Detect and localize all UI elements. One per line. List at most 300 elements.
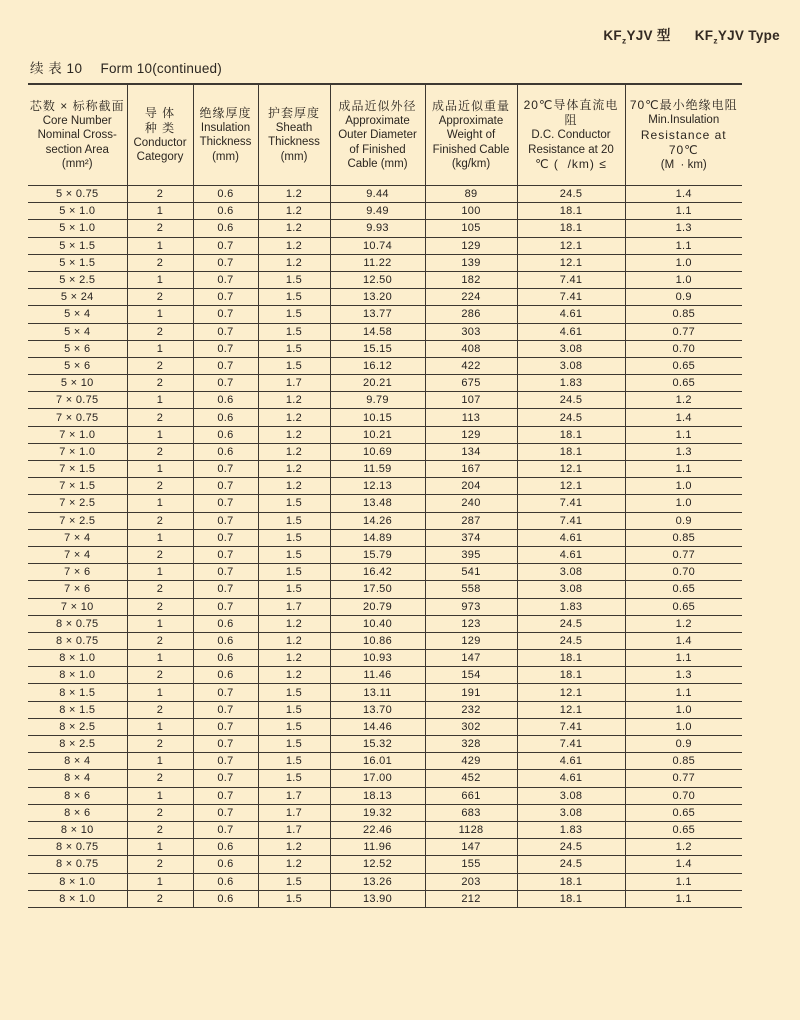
table-cell: 0.85: [625, 529, 742, 546]
column-header-line: Sheath: [275, 121, 313, 134]
column-header-line: Nominal Cross-: [37, 129, 117, 141]
table-cell: 0.6: [193, 203, 258, 220]
table-cell: 13.70: [330, 701, 425, 718]
table-cell: 8 × 1.0: [28, 890, 127, 907]
table-cell: 147: [425, 650, 517, 667]
table-cell: 8 × 0.75: [28, 632, 127, 649]
table-cell: 1.2: [258, 632, 330, 649]
table-row: [28, 289, 742, 306]
table-cell: 10.40: [330, 615, 425, 632]
table-cell: 1.3: [625, 667, 742, 684]
table-cell: 9.79: [330, 392, 425, 409]
table-cell: 8 × 1.0: [28, 873, 127, 890]
table-row: [28, 375, 742, 392]
table-cell: 429: [425, 753, 517, 770]
table-cell: 11.22: [330, 254, 425, 271]
table-cell: 0.7: [193, 529, 258, 546]
table-cell: 0.7: [193, 254, 258, 271]
table-cell: 1.1: [625, 426, 742, 443]
table-cell: 7 × 1.0: [28, 426, 127, 443]
table-cell: 0.7: [193, 306, 258, 323]
table-cell: 13.20: [330, 289, 425, 306]
table-cell: 5 × 4: [28, 323, 127, 340]
table-cell: 5 × 6: [28, 340, 127, 357]
table-cell: 1: [127, 787, 193, 804]
table-cell: 0.7: [193, 495, 258, 512]
table-cell: 0.7: [193, 478, 258, 495]
table-cell: 1.7: [258, 787, 330, 804]
column-header-sheath: [258, 84, 330, 186]
table-cell: 182: [425, 271, 517, 288]
table-cell: 204: [425, 478, 517, 495]
table-cell: 0.6: [193, 839, 258, 856]
table-cell: 7.41: [517, 495, 625, 512]
table-cell: 1: [127, 615, 193, 632]
column-header-line: Insulation: [200, 121, 251, 134]
table-cell: 11.59: [330, 461, 425, 478]
table-cell: 232: [425, 701, 517, 718]
table-cell: 7.41: [517, 718, 625, 735]
table-cell: 0.6: [193, 890, 258, 907]
table-cell: 973: [425, 598, 517, 615]
table-cell: 0.6: [193, 220, 258, 237]
column-header-weight: [425, 84, 517, 186]
table-cell: 0.6: [193, 426, 258, 443]
table-cell: 5 × 0.75: [28, 186, 127, 203]
table-cell: 1.1: [625, 890, 742, 907]
table-cell: 22.46: [330, 821, 425, 838]
table-cell: 2: [127, 632, 193, 649]
table-cell: 20.21: [330, 375, 425, 392]
table-cell: 374: [425, 529, 517, 546]
table-cell: 18.1: [517, 890, 625, 907]
table-cell: 10.21: [330, 426, 425, 443]
table-cell: 2: [127, 736, 193, 753]
table-cell: 3.08: [517, 357, 625, 374]
table-cell: 0.7: [193, 718, 258, 735]
table-cell: 212: [425, 890, 517, 907]
table-cell: 2: [127, 821, 193, 838]
table-cell: 9.49: [330, 203, 425, 220]
table-cell: 0.6: [193, 667, 258, 684]
table-cell: 12.50: [330, 271, 425, 288]
table-cell: 0.7: [193, 340, 258, 357]
column-header-line: 成品近似外径: [338, 98, 417, 113]
column-header-line: D.C. Conductor: [531, 129, 611, 141]
table-row: [28, 598, 742, 615]
table-cell: 1.2: [258, 254, 330, 271]
cable-spec-table: [28, 83, 742, 908]
table-cell: 2: [127, 512, 193, 529]
table-cell: 16.42: [330, 564, 425, 581]
column-header-outer-diameter: [330, 84, 425, 186]
column-header-line: (mm): [280, 150, 308, 163]
table-cell: 1: [127, 426, 193, 443]
table-cell: 1.5: [258, 581, 330, 598]
table-cell: 14.89: [330, 529, 425, 546]
table-cell: 15.32: [330, 736, 425, 753]
column-header-line: Min.Insulation: [648, 114, 720, 126]
table-cell: 4.61: [517, 546, 625, 563]
table-cell: 1.5: [258, 701, 330, 718]
table-cell: 0.7: [193, 357, 258, 374]
table-cell: 0.7: [193, 564, 258, 581]
table-cell: 7 × 0.75: [28, 392, 127, 409]
table-cell: 0.7: [193, 323, 258, 340]
table-cell: 1.5: [258, 306, 330, 323]
table-cell: 0.6: [193, 186, 258, 203]
table-cell: 2: [127, 323, 193, 340]
table-cell: 287: [425, 512, 517, 529]
table-cell: 1.3: [625, 220, 742, 237]
column-header-line: Resistance at 20: [528, 143, 614, 156]
table-row: [28, 409, 742, 426]
table-cell: 1.5: [258, 564, 330, 581]
table-cell: 17.50: [330, 581, 425, 598]
table-cell: 12.1: [517, 684, 625, 701]
table-cell: 1: [127, 340, 193, 357]
table-cell: 0.85: [625, 753, 742, 770]
column-header-line: Conductor: [133, 136, 187, 149]
table-cell: 328: [425, 736, 517, 753]
column-header-line: Category: [136, 151, 184, 163]
table-row: [28, 443, 742, 460]
table-cell: 1: [127, 237, 193, 254]
table-cell: 1.0: [625, 254, 742, 271]
column-header-line: Cable (mm): [347, 158, 408, 170]
table-cell: 1.4: [625, 632, 742, 649]
table-cell: 224: [425, 289, 517, 306]
table-cell: 16.01: [330, 753, 425, 770]
table-row: [28, 426, 742, 443]
table-cell: 18.1: [517, 220, 625, 237]
table-cell: 13.26: [330, 873, 425, 890]
table-cell: 12.1: [517, 254, 625, 271]
table-cell: 422: [425, 357, 517, 374]
table-cell: 13.77: [330, 306, 425, 323]
table-cell: 24.5: [517, 856, 625, 873]
table-cell: 1: [127, 203, 193, 220]
column-header-line: ℃ ( /km) ≤: [535, 157, 607, 171]
table-row: [28, 495, 742, 512]
table-cell: 7 × 4: [28, 529, 127, 546]
table-cell: 1: [127, 650, 193, 667]
table-cell: 15.15: [330, 340, 425, 357]
column-header-line: of Finished: [349, 143, 406, 156]
table-row: [28, 461, 742, 478]
table-cell: 10.15: [330, 409, 425, 426]
table-cell: 1.5: [258, 770, 330, 787]
table-cell: 1.2: [258, 461, 330, 478]
table-cell: 1.7: [258, 598, 330, 615]
table-row: [28, 529, 742, 546]
table-cell: 5 × 24: [28, 289, 127, 306]
table-cell: 1.2: [625, 615, 742, 632]
table-cell: 7 × 10: [28, 598, 127, 615]
table-row: [28, 821, 742, 838]
table-body: [28, 186, 742, 908]
table-cell: 1.2: [258, 392, 330, 409]
table-cell: 1.5: [258, 684, 330, 701]
column-header-line: (kg/km): [451, 158, 491, 170]
table-cell: 8 × 10: [28, 821, 127, 838]
table-cell: 4.61: [517, 306, 625, 323]
table-row: [28, 873, 742, 890]
table-cell: 8 × 1.0: [28, 650, 127, 667]
table-cell: 1.7: [258, 375, 330, 392]
table-cell: 8 × 6: [28, 787, 127, 804]
table-cell: 11.96: [330, 839, 425, 856]
table-cell: 4.61: [517, 770, 625, 787]
table-row: [28, 632, 742, 649]
table-cell: 0.7: [193, 753, 258, 770]
table-cell: 3.08: [517, 804, 625, 821]
doc-type-title: [603, 24, 780, 46]
table-cell: 18.1: [517, 667, 625, 684]
table-cell: 3.08: [517, 564, 625, 581]
table-cell: 12.52: [330, 856, 425, 873]
table-cell: 147: [425, 839, 517, 856]
table-cell: 7 × 6: [28, 564, 127, 581]
column-header-line: 成品近似重量: [431, 98, 510, 113]
table-cell: 14.46: [330, 718, 425, 735]
table-cell: 1.5: [258, 718, 330, 735]
table-cell: 0.6: [193, 632, 258, 649]
table-cell: 1.0: [625, 478, 742, 495]
table-cell: 12.1: [517, 237, 625, 254]
table-cell: 1.7: [258, 821, 330, 838]
table-cell: 13.90: [330, 890, 425, 907]
table-cell: 0.70: [625, 564, 742, 581]
table-row: [28, 890, 742, 907]
table-cell: 7 × 1.5: [28, 478, 127, 495]
table-cell: 1.2: [258, 839, 330, 856]
table-cell: 558: [425, 581, 517, 598]
table-cell: 0.65: [625, 598, 742, 615]
table-cell: 1.4: [625, 856, 742, 873]
table-cell: 7 × 0.75: [28, 409, 127, 426]
table-row: [28, 357, 742, 374]
table-cell: 0.6: [193, 409, 258, 426]
table-cell: 2: [127, 409, 193, 426]
table-cell: 24.5: [517, 615, 625, 632]
table-cell: 7.41: [517, 512, 625, 529]
table-cell: 683: [425, 804, 517, 821]
table-cell: 0.77: [625, 546, 742, 563]
table-cell: 12.1: [517, 701, 625, 718]
table-cell: 7 × 6: [28, 581, 127, 598]
table-cell: 18.1: [517, 873, 625, 890]
table-cell: 240: [425, 495, 517, 512]
table-cell: 0.9: [625, 512, 742, 529]
table-cell: 1.0: [625, 271, 742, 288]
table-cell: 123: [425, 615, 517, 632]
table-cell: 1.2: [258, 443, 330, 460]
model-label-en: $KF_zYJV$ Type: [694, 28, 780, 46]
table-cell: 1.1: [625, 650, 742, 667]
table-cell: 8 × 0.75: [28, 615, 127, 632]
table-cell: 0.7: [193, 237, 258, 254]
table-cell: 7 × 2.5: [28, 512, 127, 529]
table-cell: 7.41: [517, 271, 625, 288]
column-header-line: (mm): [212, 150, 239, 163]
table-cell: 1.0: [625, 718, 742, 735]
table-cell: 10.93: [330, 650, 425, 667]
table-cell: 18.13: [330, 787, 425, 804]
table-cell: 1.4: [625, 186, 742, 203]
table-cell: 1.5: [258, 512, 330, 529]
table-cell: 8 × 0.75: [28, 856, 127, 873]
table-cell: 0.7: [193, 684, 258, 701]
table-cell: 1.1: [625, 873, 742, 890]
table-cell: 7.41: [517, 289, 625, 306]
table-cell: 1.5: [258, 271, 330, 288]
table-cell: 17.00: [330, 770, 425, 787]
table-cell: 1.5: [258, 323, 330, 340]
table-row: [28, 615, 742, 632]
table-cell: 1.5: [258, 753, 330, 770]
table-row: [28, 581, 742, 598]
table-cell: 408: [425, 340, 517, 357]
column-header-line: 70℃最小绝缘电阻: [629, 98, 738, 112]
column-header-line: 导 体: [144, 105, 176, 120]
table-cell: 3.08: [517, 581, 625, 598]
table-cell: 18.1: [517, 443, 625, 460]
table-cell: 8 × 4: [28, 770, 127, 787]
table-cell: 675: [425, 375, 517, 392]
table-cell: 203: [425, 873, 517, 890]
table-cell: 89: [425, 186, 517, 203]
table-cell: 18.1: [517, 426, 625, 443]
table-row: [28, 237, 742, 254]
table-cell: 2: [127, 220, 193, 237]
table-cell: 1.2: [258, 667, 330, 684]
table-cell: 0.7: [193, 546, 258, 563]
table-cell: 1: [127, 753, 193, 770]
column-header-line: 芯数 × 标称截面: [29, 98, 125, 113]
table-cell: 1.2: [258, 478, 330, 495]
table-cell: 0.9: [625, 736, 742, 753]
table-cell: 12.1: [517, 461, 625, 478]
table-cell: 0.7: [193, 821, 258, 838]
table-cell: 2: [127, 546, 193, 563]
table-cell: 8 × 1.5: [28, 684, 127, 701]
table-cell: 1: [127, 718, 193, 735]
column-header-insulation: [193, 84, 258, 186]
table-cell: 9.44: [330, 186, 425, 203]
table-row: [28, 667, 742, 684]
table-cell: 303: [425, 323, 517, 340]
table-cell: 105: [425, 220, 517, 237]
table-cell: 8 × 0.75: [28, 839, 127, 856]
table-cell: 1: [127, 495, 193, 512]
table-cell: 19.32: [330, 804, 425, 821]
table-cell: 100: [425, 203, 517, 220]
table-cell: 7 × 1.5: [28, 461, 127, 478]
table-cell: 1.1: [625, 461, 742, 478]
table-cell: 8 × 2.5: [28, 718, 127, 735]
table-row: [28, 770, 742, 787]
table-cell: 5 × 1.5: [28, 237, 127, 254]
table-cell: 0.7: [193, 770, 258, 787]
table-row: [28, 203, 742, 220]
column-header-line: Core Number: [42, 114, 112, 127]
table-cell: 302: [425, 718, 517, 735]
table-cell: 286: [425, 306, 517, 323]
table-row: [28, 340, 742, 357]
table-cell: 8 × 6: [28, 804, 127, 821]
table-cell: 24.5: [517, 409, 625, 426]
column-header-line: Thickness: [199, 136, 252, 149]
column-header-line: Approximate: [345, 114, 410, 127]
table-cell: 12.13: [330, 478, 425, 495]
column-header-line: 护套厚度: [267, 105, 320, 120]
table-cell: 7 × 4: [28, 546, 127, 563]
table-cell: 2: [127, 770, 193, 787]
table-cell: 1.2: [258, 426, 330, 443]
table-cell: 2: [127, 443, 193, 460]
table-caption: [30, 57, 222, 77]
table-cell: 1.2: [258, 409, 330, 426]
table-cell: 8 × 4: [28, 753, 127, 770]
table-cell: 1.3: [625, 443, 742, 460]
table-cell: 24.5: [517, 839, 625, 856]
table-caption-zh: 续 表 10: [30, 61, 83, 76]
table-cell: 1.7: [258, 804, 330, 821]
table-cell: 0.7: [193, 804, 258, 821]
table-cell: 0.77: [625, 323, 742, 340]
table-cell: 8 × 2.5: [28, 736, 127, 753]
table-cell: 1: [127, 461, 193, 478]
table-cell: 4.61: [517, 323, 625, 340]
table-cell: 3.08: [517, 340, 625, 357]
table-cell: 0.6: [193, 873, 258, 890]
table-cell: 0.9: [625, 289, 742, 306]
table-cell: 1: [127, 564, 193, 581]
table-cell: 0.7: [193, 512, 258, 529]
table-cell: 1.2: [625, 392, 742, 409]
table-cell: 0.7: [193, 598, 258, 615]
table-cell: 15.79: [330, 546, 425, 563]
table-cell: 1.1: [625, 237, 742, 254]
table-cell: 0.85: [625, 306, 742, 323]
table-cell: 1.1: [625, 684, 742, 701]
table-cell: 1.2: [625, 839, 742, 856]
table-row: [28, 856, 742, 873]
table-cell: 1.83: [517, 821, 625, 838]
table-cell: 129: [425, 237, 517, 254]
table-cell: 3.08: [517, 787, 625, 804]
table-row: [28, 701, 742, 718]
table-cell: 5 × 1.0: [28, 220, 127, 237]
table-cell: 24.5: [517, 392, 625, 409]
table-cell: 18.1: [517, 203, 625, 220]
table-cell: 10.69: [330, 443, 425, 460]
table-row: [28, 546, 742, 563]
table-cell: 10.86: [330, 632, 425, 649]
table-row: [28, 804, 742, 821]
table-row: [28, 564, 742, 581]
table-cell: 661: [425, 787, 517, 804]
table-cell: 8 × 1.0: [28, 667, 127, 684]
table-cell: 129: [425, 426, 517, 443]
table-cell: 0.7: [193, 461, 258, 478]
table-row: [28, 839, 742, 856]
column-header-line: Outer Diameter: [338, 129, 417, 141]
table-cell: 1.83: [517, 598, 625, 615]
table-cell: 1: [127, 306, 193, 323]
table-cell: 5 × 1.0: [28, 203, 127, 220]
